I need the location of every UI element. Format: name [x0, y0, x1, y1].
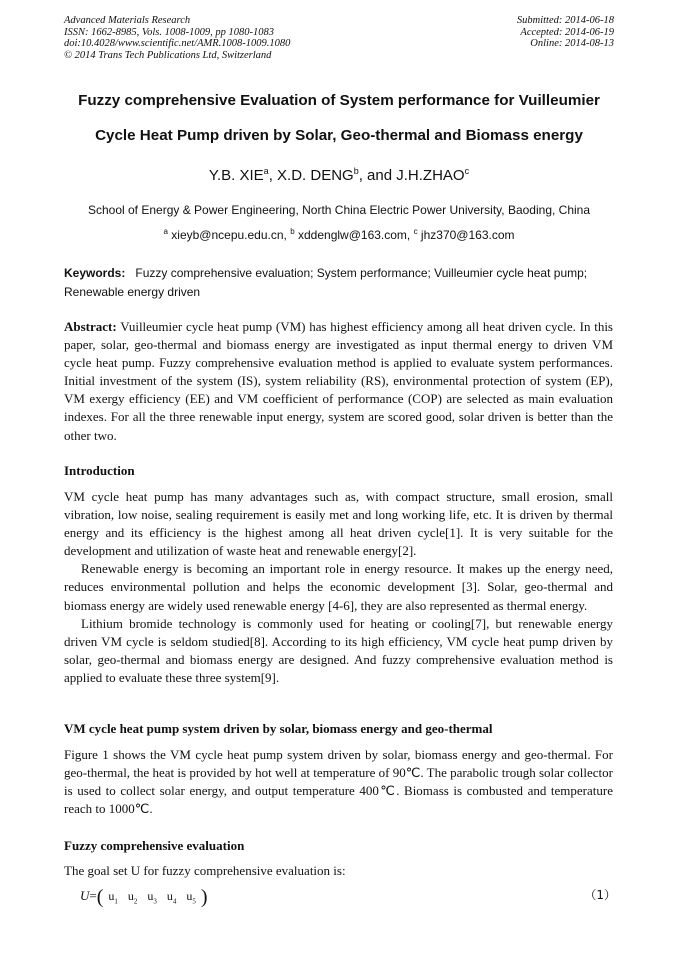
doi-line: doi:10.4028/www.scientific.net/AMR.1008-1009.1080 [64, 38, 291, 49]
author-3-mark: c [464, 166, 470, 176]
goal-u1-symbol: u [108, 889, 115, 903]
goal-u5 [186, 889, 196, 906]
author-1: Y.B. XIE [208, 167, 264, 184]
equation-lhs: U [80, 888, 90, 903]
email-b-mark: b [290, 227, 295, 236]
section-heading-introduction: Introduction [64, 463, 135, 478]
section-heading-fuzzy: Fuzzy comprehensive evaluation [64, 838, 245, 853]
left-paren: ( [96, 886, 104, 908]
email-c: jhz370@163.com [417, 228, 515, 242]
email-a-mark: a [163, 227, 168, 236]
author-2-mark: b [353, 166, 359, 176]
abstract-label: Abstract: [64, 319, 117, 334]
goal-u5-index: 5 [192, 897, 196, 906]
intro-paragraph-1: VM cycle heat pump has many advantages such as, with compact structure, small erosion, small vibration, low noise, sealing requirement is easily met and long working life, etc. It is driven by thermal energy and its efficiency is the highest among all heat driven cycle[1]. It is very suitable for the development and utilization of waste heat and renewable energy[2]. [64, 489, 613, 559]
email-b: xddenglw@163.com, [294, 228, 414, 242]
equation-equals: = [89, 888, 97, 903]
goal-u4-symbol: u [166, 889, 173, 903]
online-date: Online: 2014-08-13 [530, 38, 614, 49]
equation-1 [80, 886, 616, 908]
introduction-body [64, 488, 613, 687]
email-c-mark: c [413, 227, 418, 236]
paper-title-line-1: Fuzzy comprehensive Evaluation of System performance for Vuilleumier [78, 92, 600, 109]
intro-paragraph-2: Renewable energy is becoming an important role in energy resource. It makes up the energy need, reduces environmental pollution and helps the economic development [3]. Solar, geo-thermal and biomass energy are widely used renewable energy [4-6], they are also represented as thermal energy. [64, 561, 613, 613]
goal-u2-index: 2 [133, 897, 138, 906]
goal-u3 [147, 889, 157, 906]
goal-u3-index: 3 [153, 897, 157, 906]
goal-u3-symbol: u [147, 889, 154, 903]
abstract [64, 318, 613, 445]
email-list [40, 227, 638, 242]
issn-line: ISSN: 1662-8985, Vols. 1008-1009, pp 1080-1083 [64, 26, 274, 38]
keywords-text: Fuzzy comprehensive evaluation; System performance; Vuilleumier cycle heat pump; Renewable energy driven [64, 266, 588, 299]
system-paragraph: Figure 1 shows the VM cycle heat pump system driven by solar, biomass energy and geo-thermal. For geo-thermal, the heat is provided by hot well at temperature of 90℃. The parabolic trough solar collector is used to collect solar energy, and output temperature 400℃. Biomass is combusted and temperature reach to 1000℃. [64, 747, 613, 817]
keywords-label: Keywords: [64, 266, 126, 280]
right-paren: ) [200, 886, 208, 908]
equation-number: （1） [584, 888, 616, 902]
goal-u4 [166, 889, 177, 906]
author-list [40, 166, 638, 184]
dates-info [517, 15, 614, 50]
goal-u5-symbol: u [186, 889, 193, 903]
author-1-mark: a [263, 166, 269, 176]
submitted-date: Submitted: 2014-06-18 [516, 15, 614, 26]
abstract-text: Vuilleumier cycle heat pump (VM) has highest efficiency among all heat driven cycle. In this paper, solar, geo-thermal and biomass energy are investigated as input thermal energy to driven VM cycle heat pump. Fuzzy comprehensive evaluation method is applied to evaluate system performances. Initial investment of the system (IS), system reliability (RS), environmental protection of system (EP), VM exergy efficiency (EE) and VM coefficient of performance (COP) are selected as main evaluation indexes. For all the three renewable input energy, system are scored good, solar driven is better than the other two. [64, 319, 613, 443]
copyright-line: © 2014 Trans Tech Publications Ltd, Switzerland [64, 49, 272, 61]
keywords-block [64, 264, 616, 302]
fuzzy-paragraph: The goal set U for fuzzy comprehensive evaluation is: [64, 863, 346, 878]
goal-u2 [127, 889, 138, 906]
goal-u2-symbol: u [127, 889, 134, 903]
affiliation: School of Energy & Power Engineering, North China Electric Power University, Baoding, China [87, 203, 591, 217]
author-3: , and J.H.ZHAO [358, 167, 465, 184]
paper-title-line-2: Cycle Heat Pump driven by Solar, Geo-thermal and Biomass energy [95, 127, 583, 144]
goal-u4-index: 4 [172, 897, 177, 906]
email-a: xieyb@ncepu.edu.cn, [167, 228, 291, 242]
author-2: , X.D. DENG [268, 167, 354, 184]
journal-info [64, 15, 290, 61]
section-heading-system: VM cycle heat pump system driven by solar, biomass energy and geo-thermal [64, 721, 493, 736]
intro-paragraph-3: Lithium bromide technology is commonly used for heating or cooling[7], but renewable energy driven VM cycle is seldom studied[8]. According to its high efficiency, VM cycle heat pump driven by solar, geo-thermal and biomass energy are designed. And fuzzy comprehensive evaluation method is applied to evaluate these three system[9]. [64, 615, 613, 685]
goal-u1 [108, 889, 118, 906]
journal-name: Advanced Materials Research [64, 15, 191, 26]
accepted-date: Accepted: 2014-06-19 [520, 26, 614, 38]
goal-u1-index: 1 [114, 897, 118, 906]
